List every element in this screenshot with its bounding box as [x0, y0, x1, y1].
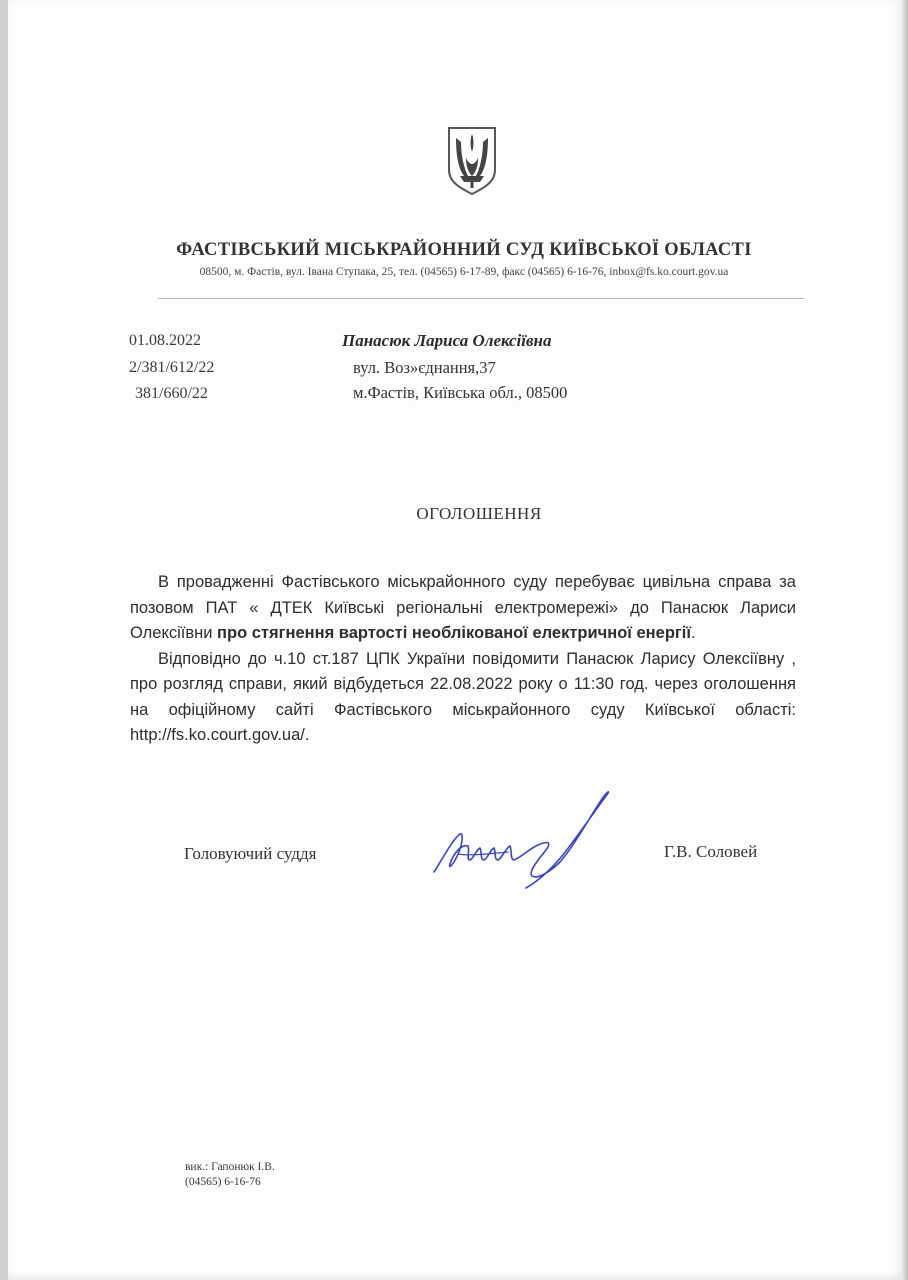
recipient-street: вул. Воз»єднання,37: [353, 358, 496, 377]
case-number-2: 381/660/22: [135, 385, 208, 402]
paragraph-1-end: .: [691, 624, 696, 642]
document-heading: ОГОЛОШЕННЯ: [416, 504, 542, 523]
paragraph-2: Відповідно до ч.10 ст.187 ЦПК України повідомити Панасюк Ларису Олексіївну , про розгляд справи, який відбудеться 22.08.2022 року о 11:30 год. через оголошення на офіційному сайті Фастівського міськрайонного суду Київської області: http://fs.ko.court.gov.ua/.: [130, 649, 796, 744]
recipient-city: м.Фастів, Київська обл., 08500: [353, 383, 568, 402]
document-date: 01.08.2022: [129, 332, 201, 349]
paragraph-1: [130, 570, 796, 647]
header-divider: [158, 298, 804, 299]
signature-title: Головуючий суддя: [184, 844, 317, 863]
paper-edge: [902, 0, 908, 1280]
executor-name: вик.: Гапонюк І.В.: [185, 1161, 275, 1173]
case-number-1: 2/381/612/22: [129, 359, 215, 376]
judge-name: Г.В. Соловей: [664, 842, 758, 861]
court-contacts: 08500, м. Фастів, вул. Івана Ступака, 25, тел. (04565) 6-17-89, факс (04565) 6-16-76, inbox@fs.ko.court.gov.ua: [199, 266, 729, 278]
court-name: ФАСТІВСЬКИЙ МІСЬКРАЙОННИЙ СУД КИЇВСЬКОЇ ОБЛАСТІ: [176, 240, 752, 260]
paragraph-1-text: В провадженні Фастівського міськрайонного суду перебуває цивільна справа за позовом ПАТ « ДТЕК Київські регіональні електромережі» до Панасюк Лариси Олексіївни: [130, 573, 796, 642]
coat-of-arms-icon: [446, 124, 498, 196]
paragraph-1-bold: про стягнення вартості необлікованої електричної енергії: [217, 624, 691, 642]
notice-body: [130, 570, 796, 749]
executor-block: [185, 1160, 275, 1190]
handwritten-signature: [428, 780, 618, 890]
recipient-name: Панасюк Лариса Олексіївна: [342, 331, 552, 350]
executor-phone: (04565) 6-16-76: [185, 1176, 261, 1188]
